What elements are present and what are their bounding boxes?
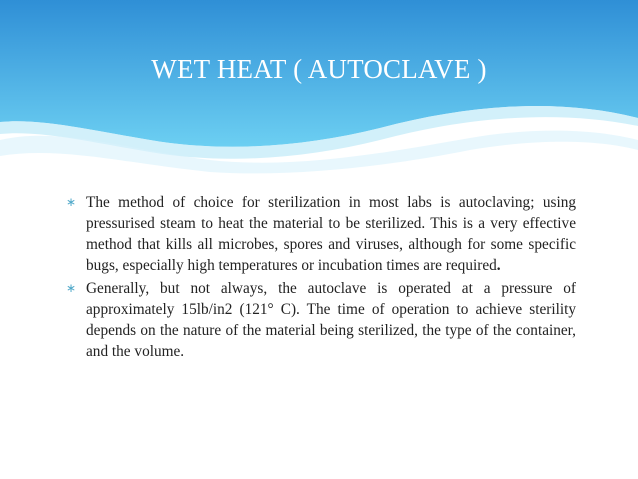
bullet-item (66, 192, 576, 276)
slide-title: WET HEAT ( AUTOCLAVE ) (151, 54, 487, 84)
bullet-text: The method of choice for sterilization in most labs is autoclaving; using pressurised steam to heat the material to be sterilized. This is a very effective method that kills all microbes, spores and viruses, although for some specific bugs, especially high temperatures or incubation times are required (86, 194, 576, 274)
bullet-text: Generally, but not always, the autoclave is operated at a pressure of approximately 15lb/in2 (121° C). The time of operation to achieve sterility depends on the nature of the material being sterilized, the type of the container, and the volume. (86, 280, 576, 360)
header-wave-background (0, 0, 638, 175)
bullet-end-period: . (496, 257, 501, 274)
bullet-asterisk-icon: ∗ (66, 281, 77, 295)
bullet-item (66, 278, 576, 362)
bullet-asterisk-icon: ∗ (66, 195, 77, 209)
bullet-list (66, 192, 576, 362)
